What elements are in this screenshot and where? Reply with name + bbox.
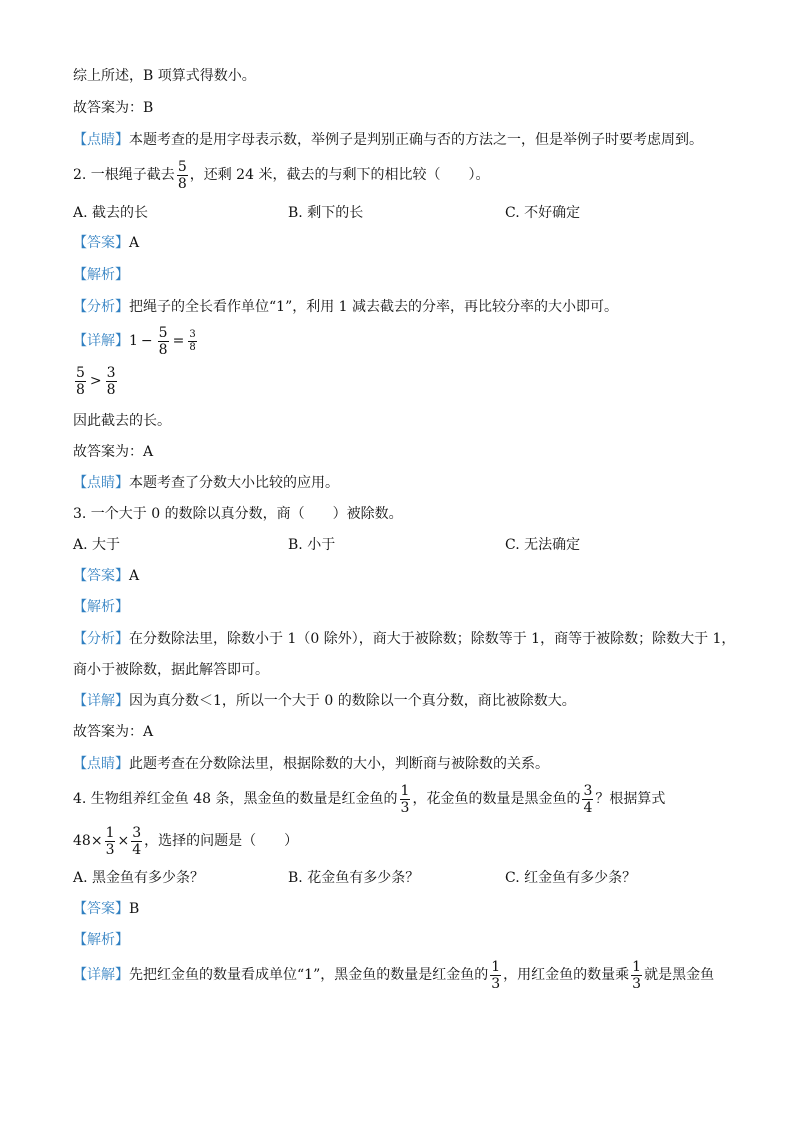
q2-detail <box>73 322 199 360</box>
q3-tip-tag: 【点睛】 <box>73 756 129 772</box>
q4-stem-c: ？根据算式 <box>595 791 666 807</box>
tip-tag: 【点睛】 <box>73 132 129 148</box>
q4-detail-a: 先把红金鱼的数量看成单位“1”，黑金鱼的数量是红金鱼的 <box>129 967 489 983</box>
summary-text: 综上所述，B 项算式得数小。 <box>73 68 256 84</box>
q4-expr-48: 48 <box>73 833 91 849</box>
q2-cmp-a-den: 8 <box>76 381 85 398</box>
q2-stem <box>73 156 489 194</box>
q4-frac-1 <box>400 784 411 815</box>
equals-sign: = <box>172 333 185 349</box>
q4-stem-d: ，选择的问题是（ ） <box>144 833 299 849</box>
q4-f1-num: 1 <box>400 782 410 799</box>
q2-fenxi <box>73 297 618 317</box>
tip-text: 本题考查的是用字母表示数，举例子是判别正确与否的方法之一，但是举例子时要考虑周到。 <box>129 132 703 148</box>
q3-fenxi-text-2: 商小于被除数，据此解答即可。 <box>73 662 269 678</box>
q4-f2-den: 4 <box>583 799 593 816</box>
q4-analysis-tag: 【解析】 <box>73 932 129 948</box>
q2-fenxi-tag: 【分析】 <box>73 299 129 315</box>
q4-stem-b: ，花金鱼的数量是黑金鱼的 <box>412 791 581 807</box>
q4-answer-value: B <box>129 901 140 917</box>
q4-answer <box>73 899 139 919</box>
q4-expr-frac-1 <box>105 826 116 857</box>
q4-stem-line-1 <box>73 780 665 818</box>
q4-d1-num: 1 <box>491 958 501 975</box>
q3-fenxi-text-1: 在分数除法里，除数小于 1（0 除外），商大于被除数；除数等于 1，商等于被除数；除数大于 1， <box>129 631 736 647</box>
q2-analysis-tag: 【解析】 <box>73 267 129 283</box>
tip-line <box>73 130 703 150</box>
q3-option-b: B. 小于 <box>288 537 336 553</box>
q2-detail-one: 1 <box>129 333 138 349</box>
q2-tip-tag: 【点睛】 <box>73 475 129 491</box>
q2-eq-num: 5 <box>158 324 168 341</box>
q4-f2-num: 3 <box>583 782 593 799</box>
q2-answer-value: A <box>129 235 140 251</box>
greater-sign: > <box>89 373 102 389</box>
q2-stem-a: 2. 一根绳子截去 <box>73 167 175 183</box>
q3-analysis-tag: 【解析】 <box>73 599 129 615</box>
q3-answer-tag: 【答案】 <box>73 568 129 584</box>
q2-detail-tag: 【详解】 <box>73 333 129 349</box>
q3-option-c: C. 无法确定 <box>505 537 581 553</box>
q4-e1-den: 3 <box>105 841 115 858</box>
q4-detail-tag: 【详解】 <box>73 967 129 983</box>
q3-detail-tag: 【详解】 <box>73 693 129 709</box>
q4-detail-c: 就是黑金鱼 <box>644 967 715 983</box>
q3-detail-text: 因为真分数＜1，所以一个大于 0 的数除以一个真分数，商比被除数大。 <box>129 693 576 709</box>
q4-stem-line-2 <box>73 822 298 860</box>
q2-eq-fraction <box>158 326 169 357</box>
q4-detail-b: ，用红金鱼的数量乘 <box>503 967 630 983</box>
q2-answer-tag: 【答案】 <box>73 235 129 251</box>
q2-cmp-b <box>106 366 117 397</box>
q2-option-c: C. 不好确定 <box>505 205 581 221</box>
q2-cmp-b-den: 8 <box>106 381 116 398</box>
times-sign-1: × <box>90 833 103 849</box>
q3-final: 故答案为：A <box>73 724 154 740</box>
q3-answer-value: A <box>129 568 140 584</box>
q3-fenxi <box>73 629 735 649</box>
q4-e1-num: 1 <box>105 824 115 841</box>
q2-frac-num: 5 <box>177 158 187 175</box>
q4-frac-2 <box>582 784 593 815</box>
q2-option-b: B. 剩下的长 <box>288 205 364 221</box>
q2-cmp-a-num: 5 <box>76 364 85 381</box>
q4-option-b: B. 花金鱼有多少条？ <box>288 870 420 886</box>
q2-fenxi-text: 把绳子的全长看作单位“1”，利用 1 减去截去的分率，再比较分率的大小即可。 <box>129 299 619 315</box>
times-sign-2: × <box>117 833 130 849</box>
q2-answer <box>73 233 139 253</box>
q3-tip <box>73 754 549 774</box>
q2-frac-den: 8 <box>177 175 187 192</box>
q4-d2-num: 1 <box>632 958 642 975</box>
q2-tip-text: 本题考查了分数大小比较的应用。 <box>129 475 339 491</box>
q2-compare <box>73 362 119 400</box>
q2-cmp-b-num: 3 <box>106 364 116 381</box>
q3-tip-text: 此题考查在分数除法里，根据除数的大小，判断商与被除数的关系。 <box>129 756 549 772</box>
q2-eq-den: 8 <box>158 341 168 358</box>
q3-answer <box>73 566 139 586</box>
q2-tip <box>73 473 339 493</box>
q4-e2-den: 4 <box>132 841 142 858</box>
q3-detail <box>73 691 576 711</box>
q4-e2-num: 3 <box>132 824 142 841</box>
q4-expr-frac-2 <box>131 826 142 857</box>
q2-conclusion: 因此截去的长。 <box>73 413 171 429</box>
q3-fenxi-tag: 【分析】 <box>73 631 129 647</box>
q2-cmp-a <box>75 366 86 397</box>
q4-option-a: A. 黑金鱼有多少条？ <box>73 870 205 886</box>
q3-option-a: A. 大于 <box>73 537 121 553</box>
q4-detail-frac-1 <box>490 960 501 991</box>
q4-answer-tag: 【答案】 <box>73 901 129 917</box>
q2-fraction <box>177 160 188 191</box>
q4-stem-a: 4. 生物组养红金鱼 48 条，黑金鱼的数量是红金鱼的 <box>73 791 398 807</box>
q2-result-fraction <box>188 330 196 353</box>
q2-final: 故答案为：A <box>73 444 154 460</box>
q2-res-num: 3 <box>189 328 196 340</box>
q3-stem: 3. 一个大于 0 的数除以真分数，商（ ）被除数。 <box>73 506 403 522</box>
q4-f1-den: 3 <box>400 799 410 816</box>
q2-stem-b: ，还剩 24 米，截去的与剩下的相比较（ ）。 <box>189 167 490 183</box>
q4-detail <box>73 956 714 994</box>
q2-option-a: A. 截去的长 <box>73 205 149 221</box>
q4-d2-den: 3 <box>632 975 642 992</box>
q4-detail-frac-2 <box>631 960 642 991</box>
q4-d1-den: 3 <box>491 975 501 992</box>
minus-sign: − <box>140 333 153 349</box>
q2-res-den: 8 <box>189 341 196 353</box>
answer-text: 故答案为：B <box>73 100 154 116</box>
q4-option-c: C. 红金鱼有多少条？ <box>505 870 637 886</box>
